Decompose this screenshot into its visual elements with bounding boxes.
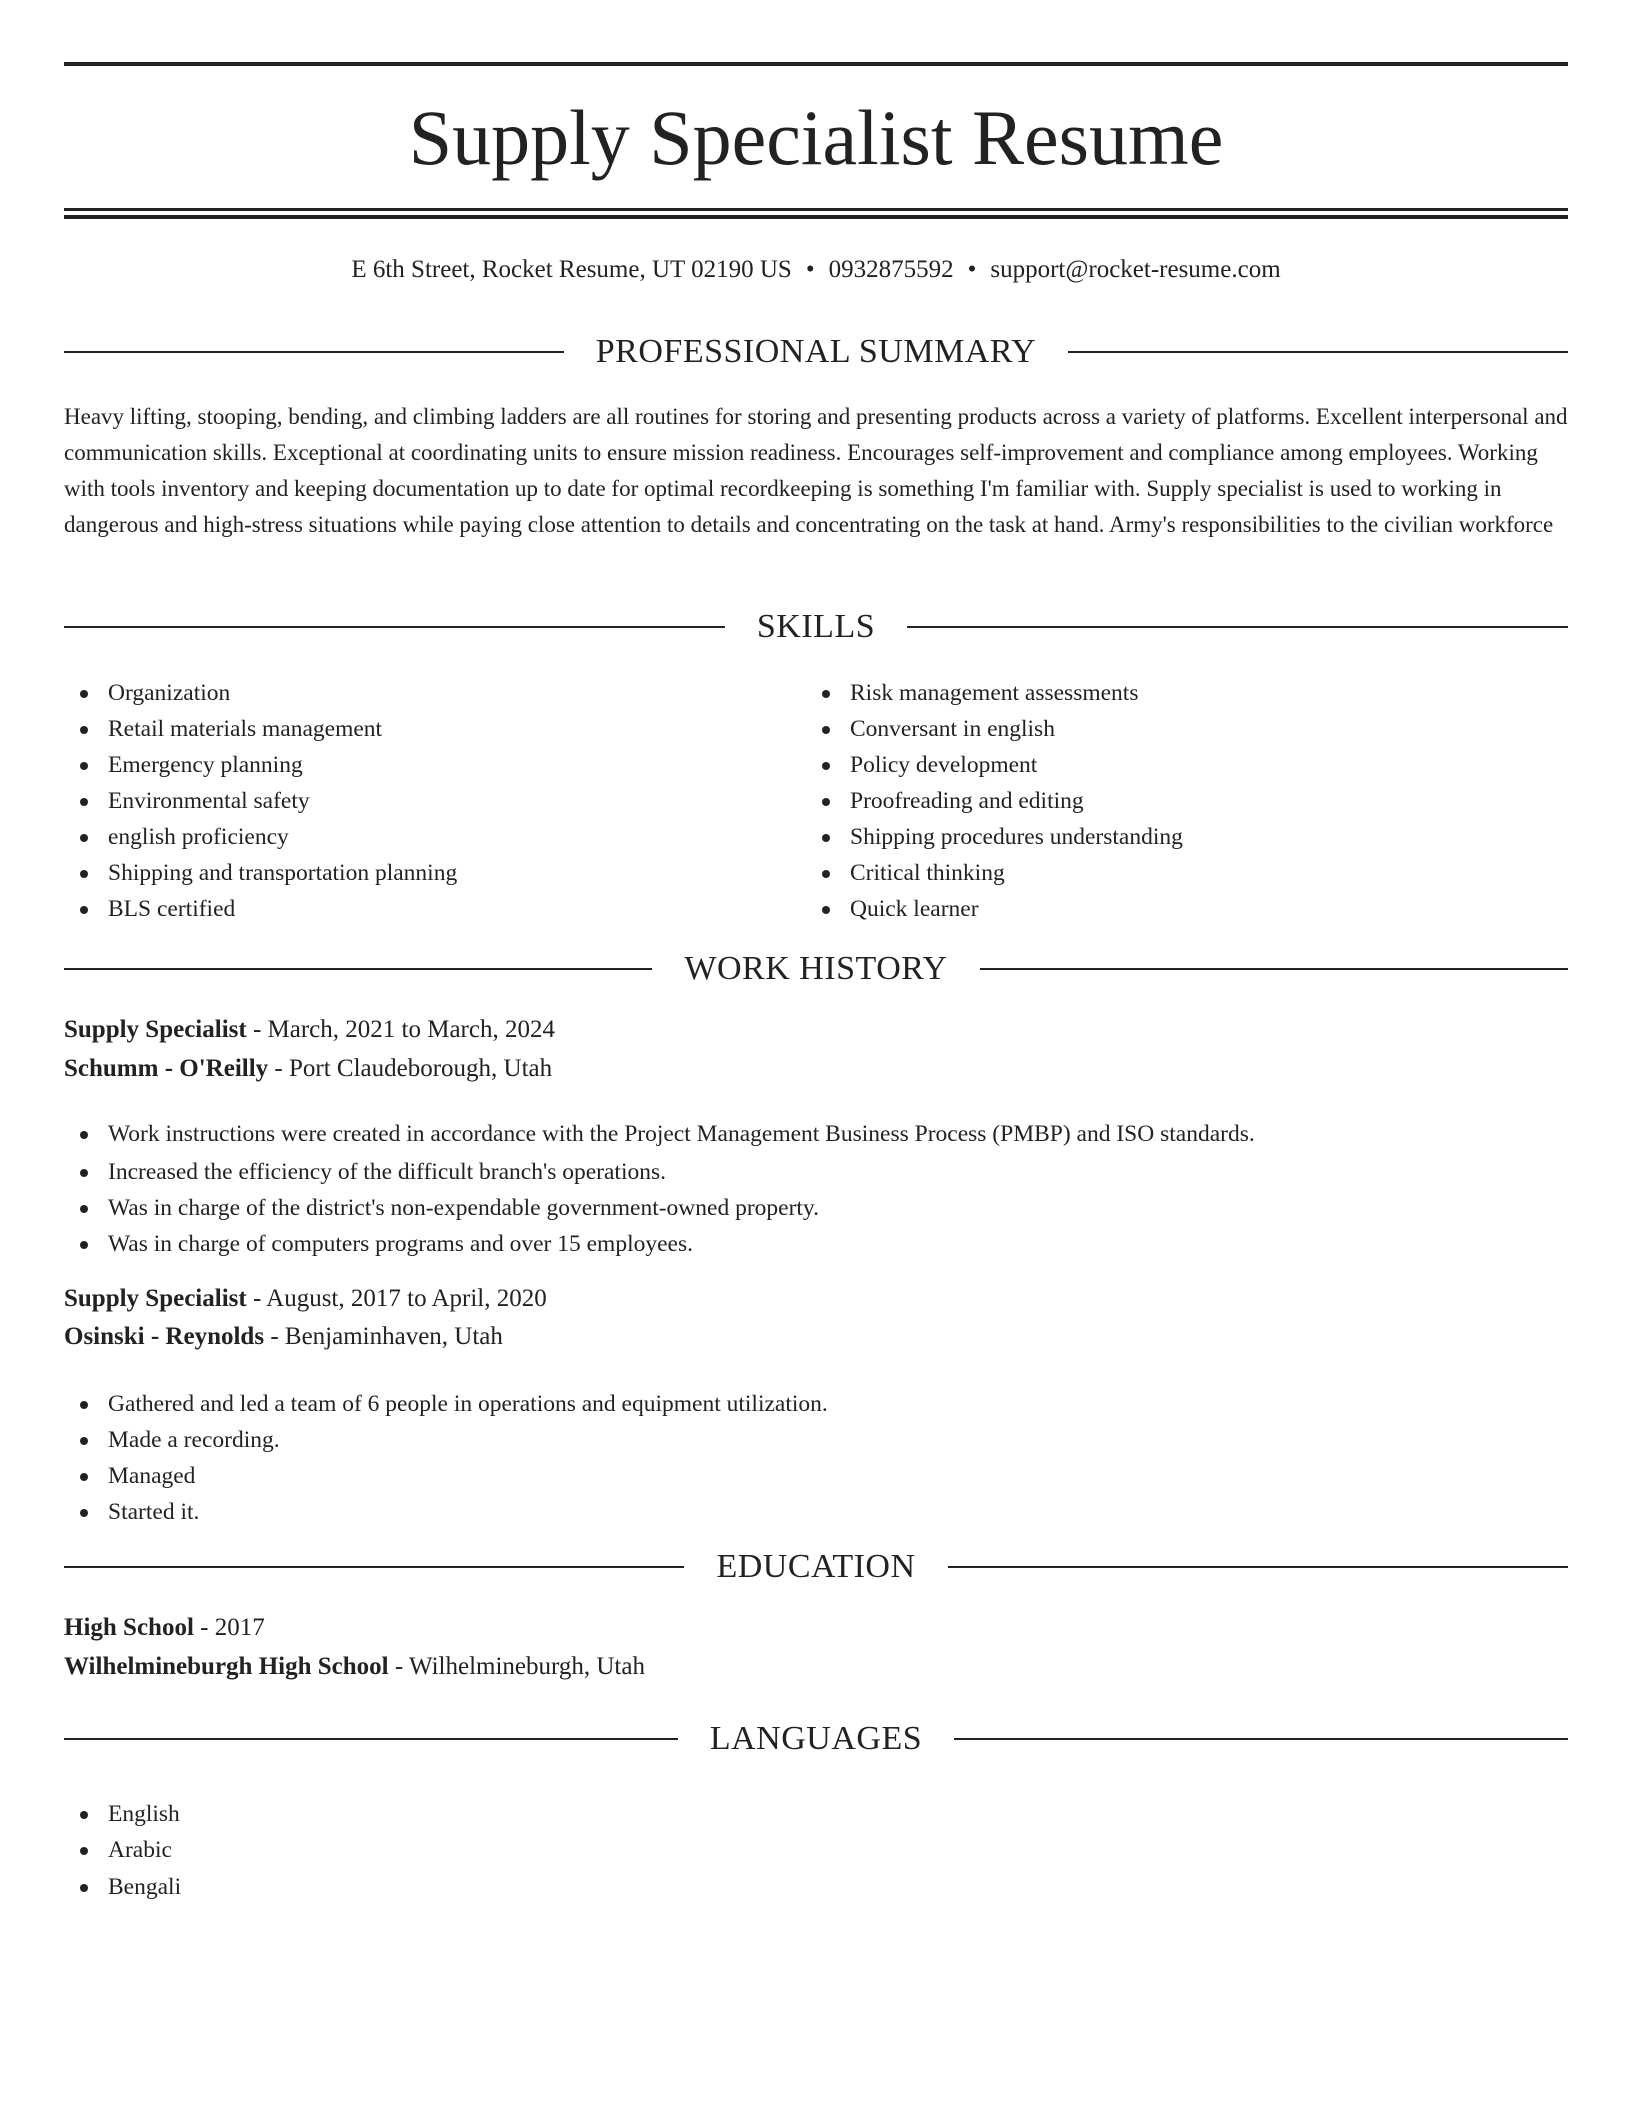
skill-item: Shipping and transportation planning	[64, 855, 804, 891]
job-dates: - August, 2017 to April, 2020	[246, 1285, 547, 1312]
job-duty-item: Increased the efficiency of the difficult branch's operations.	[64, 1154, 1568, 1190]
section-heading-skills	[64, 605, 1568, 649]
job-title: Supply Specialist	[64, 1016, 247, 1043]
job-duty-item: Work instructions were created in accordance with the Project Management Business Process (PMBP) and ISO standards.	[64, 1116, 1568, 1152]
job-duty-item: Managed	[64, 1458, 1568, 1494]
page-title: Supply Specialist Resume	[408, 94, 1224, 181]
contact-phone: 0932875592	[828, 256, 954, 283]
language-item: Arabic	[64, 1832, 1568, 1868]
job-title-line	[64, 1012, 1568, 1048]
contact-separator: •	[805, 256, 815, 283]
heading-rule	[64, 626, 725, 628]
job-location: - Port Claudeborough, Utah	[268, 1055, 553, 1082]
skill-item: Organization	[64, 675, 804, 711]
job-location: - Benjaminhaven, Utah	[264, 1323, 503, 1350]
education-degree: High School	[64, 1614, 194, 1641]
top-rule	[64, 62, 1568, 66]
skill-item: Quick learner	[806, 891, 1566, 927]
heading-rule	[64, 1738, 678, 1740]
job-dates: - March, 2021 to March, 2024	[246, 1016, 555, 1043]
heading-rule	[948, 1566, 1568, 1568]
contact-email: support@rocket-resume.com	[990, 256, 1281, 283]
title-rule-lower	[64, 215, 1568, 219]
section-heading-label: EDUCATION	[716, 1548, 916, 1585]
job-company-line	[64, 1319, 1568, 1355]
education-year: - 2017	[193, 1614, 265, 1641]
section-heading-label: WORK HISTORY	[684, 950, 948, 987]
section-heading-label: LANGUAGES	[709, 1720, 923, 1757]
section-heading-label: SKILLS	[756, 608, 876, 645]
heading-rule	[1068, 351, 1568, 353]
heading-rule	[954, 1738, 1568, 1740]
job-duties-list	[64, 1386, 1568, 1530]
job-duties-list	[64, 1116, 1568, 1262]
job-duty-item: Made a recording.	[64, 1422, 1568, 1458]
job-duty-item: Gathered and led a team of 6 people in operations and equipment utilization.	[64, 1386, 1568, 1422]
skill-item: BLS certified	[64, 891, 804, 927]
job-company: Osinski - Reynolds	[64, 1323, 265, 1350]
heading-rule	[64, 968, 652, 970]
heading-rule	[980, 968, 1568, 970]
skill-item: Shipping procedures understanding	[806, 819, 1566, 855]
education-school-line	[64, 1649, 1568, 1685]
education-school: Wilhelmineburgh High School	[64, 1653, 389, 1680]
language-item: Bengali	[64, 1869, 1568, 1905]
heading-rule	[64, 1566, 684, 1568]
skill-item: Retail materials management	[64, 711, 804, 747]
job-company: Schumm - O'Reilly	[64, 1055, 269, 1082]
job-duty-item: Was in charge of the district's non-expendable government-owned property.	[64, 1190, 1568, 1226]
heading-rule	[907, 626, 1568, 628]
skills-list-left	[64, 675, 804, 927]
education-degree-line	[64, 1610, 1568, 1646]
skill-item: Proofreading and editing	[806, 783, 1566, 819]
skill-item: Environmental safety	[64, 783, 804, 819]
contact-separator: •	[967, 256, 977, 283]
skill-item: english proficiency	[64, 819, 804, 855]
job-company-line	[64, 1051, 1568, 1087]
skill-item: Conversant in english	[806, 711, 1566, 747]
section-heading-education	[64, 1545, 1568, 1589]
section-heading-languages	[64, 1717, 1568, 1761]
section-heading-summary	[64, 330, 1568, 374]
heading-rule	[64, 351, 564, 353]
skill-item: Emergency planning	[64, 747, 804, 783]
section-heading-label: PROFESSIONAL SUMMARY	[595, 333, 1037, 370]
job-duty-item: Started it.	[64, 1494, 1568, 1530]
skill-item: Critical thinking	[806, 855, 1566, 891]
job-title-line	[64, 1281, 1568, 1317]
education-location: - Wilhelmineburgh, Utah	[388, 1653, 645, 1680]
title-rule-upper	[64, 208, 1568, 211]
professional-summary-text: Heavy lifting, stooping, bending, and climbing ladders are all routines for storing and presenting products across a variety of platforms. Excellent interpersonal and communication skills. Exceptional at coordinating units to ensure mission readiness. Encourages self-improvement and compliance among employees. Working with tools inventory and keeping documentation up to date for optimal recordkeeping is something I'm familiar with. Supply specialist is used to working in dangerous and high-stress situations while paying close attention to details and concentrating on the task at hand. Army's responsibilities to the civilian workforce	[64, 404, 1568, 537]
skill-item: Policy development	[806, 747, 1566, 783]
section-heading-work-history	[64, 947, 1568, 991]
skills-list-right	[806, 675, 1566, 927]
skill-item: Risk management assessments	[806, 675, 1566, 711]
job-title: Supply Specialist	[64, 1285, 247, 1312]
contact-line	[64, 252, 1568, 288]
job-duty-item: Was in charge of computers programs and over 15 employees.	[64, 1226, 1568, 1262]
language-item: English	[64, 1796, 1568, 1832]
languages-list	[64, 1796, 1568, 1905]
contact-address: E 6th Street, Rocket Resume, UT 02190 US	[351, 256, 792, 283]
